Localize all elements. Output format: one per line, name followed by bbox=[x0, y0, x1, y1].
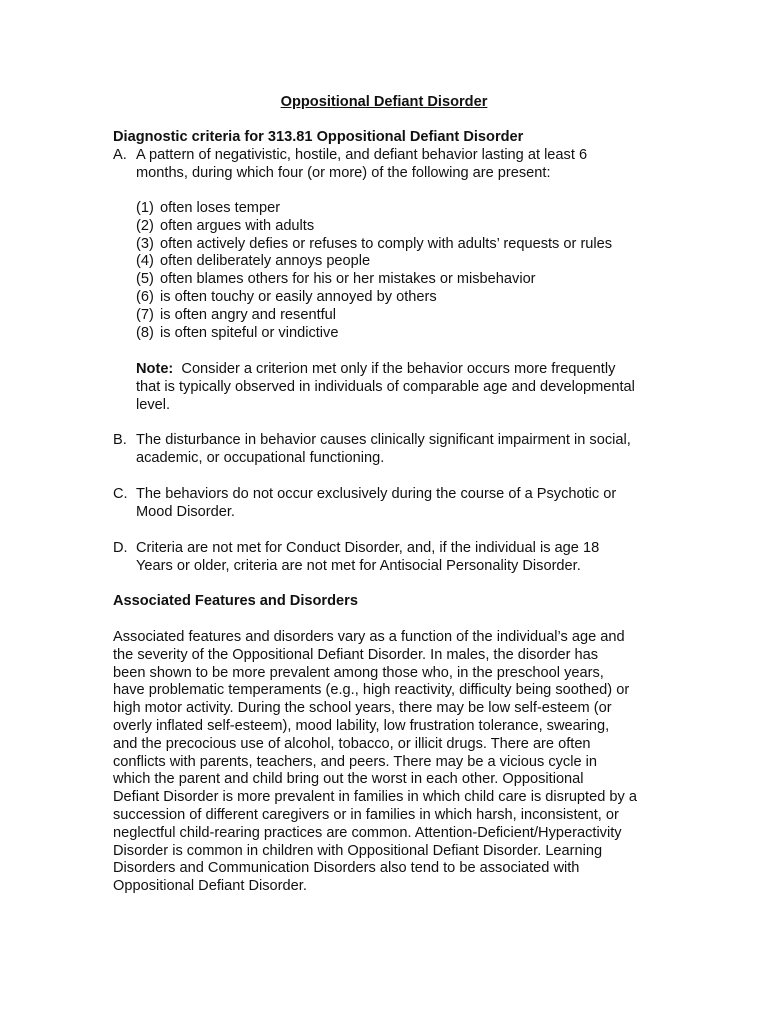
criterion-c-line: Mood Disorder. bbox=[136, 503, 235, 520]
criterion-a-line: A pattern of negativistic, hostile, and defiant behavior lasting at least 6 bbox=[136, 147, 588, 163]
paragraph-line: succession of different caregivers or in families in which harsh, inconsistent, or bbox=[113, 806, 619, 823]
list-item bbox=[136, 289, 676, 307]
list-item-number: (7) bbox=[136, 306, 154, 323]
paragraph-line: Disorder is common in children with Oppositional Defiant Disorder. Learning bbox=[113, 842, 603, 859]
criterion-b-line: academic, or occupational functioning. bbox=[136, 449, 385, 466]
criterion-a bbox=[113, 147, 673, 183]
list-item bbox=[136, 200, 676, 218]
paragraph-line: conflicts with parents, teachers, and peers. There may be a vicious cycle in bbox=[113, 753, 597, 770]
paragraph-line: Associated features and disorders vary as a function of the individual’s age and bbox=[113, 629, 625, 645]
associated-heading: Associated Features and Disorders bbox=[113, 593, 358, 609]
list-item bbox=[136, 253, 676, 271]
criterion-c-line: The behaviors do not occur exclusively during the course of a Psychotic or bbox=[136, 486, 617, 502]
list-item-number: (2) bbox=[136, 217, 154, 234]
list-item-number: (1) bbox=[136, 200, 154, 216]
paragraph-line: neglectful child-rearing practices are common. Attention-Deficient/Hyperactivity bbox=[113, 824, 622, 841]
list-item-number: (4) bbox=[136, 253, 154, 270]
list-item-text: often actively defies or refuses to comply with adults’ requests or rules bbox=[160, 235, 613, 252]
criterion-b bbox=[113, 432, 673, 468]
criteria-note bbox=[136, 361, 656, 414]
paragraph-line: and the precocious use of alcohol, tobacco, or illicit drugs. There are often bbox=[113, 735, 591, 752]
list-item bbox=[136, 307, 676, 325]
criterion-b-line: The disturbance in behavior causes clinically significant impairment in social, bbox=[136, 432, 631, 448]
list-item bbox=[136, 236, 676, 254]
list-item-text: is often angry and resentful bbox=[160, 306, 337, 323]
criterion-a-line: months, during which four (or more) of the following are present: bbox=[136, 164, 551, 181]
paragraph-line: Oppositional Defiant Disorder. bbox=[113, 878, 307, 895]
criterion-d-line: Criteria are not met for Conduct Disorder, and, if the individual is age 18 bbox=[136, 540, 600, 556]
list-item bbox=[136, 271, 676, 289]
associated-paragraph bbox=[113, 629, 658, 896]
list-item-text: often blames others for his or her mistakes or misbehavior bbox=[160, 271, 536, 288]
criterion-c-marker: C. bbox=[113, 486, 128, 502]
note-label: Note: bbox=[136, 361, 174, 377]
page-title: Oppositional Defiant Disorder bbox=[280, 94, 488, 110]
list-item-text: is often touchy or easily annoyed by others bbox=[160, 288, 437, 305]
criteria-heading: Diagnostic criteria for 313.81 Oppositional Defiant Disorder bbox=[113, 129, 524, 145]
criterion-c bbox=[113, 486, 673, 522]
list-item-number: (6) bbox=[136, 288, 154, 305]
list-item-number: (5) bbox=[136, 271, 154, 288]
paragraph-line: which the parent and child bring out the worst in each other. Oppositional bbox=[113, 771, 584, 788]
paragraph-line: high motor activity. During the school years, there may be low self-esteem (or bbox=[113, 700, 612, 717]
list-item bbox=[136, 218, 676, 236]
note-text: level. bbox=[136, 396, 171, 413]
paragraph-line: Disorders and Communication Disorders also tend to be associated with bbox=[113, 860, 580, 877]
paragraph-line: overly inflated self-esteem), mood lability, low frustration tolerance, swearing, bbox=[113, 717, 610, 734]
note-text: Consider a criterion met only if the behavior occurs more frequently bbox=[181, 361, 616, 377]
criterion-b-marker: B. bbox=[113, 432, 127, 448]
symptom-list bbox=[136, 200, 676, 342]
paragraph-line: been shown to be more prevalent among those who, in the preschool years, bbox=[113, 664, 604, 681]
paragraph-line: have problematic temperaments (e.g., high reactivity, difficulty being soothed) or bbox=[113, 682, 630, 699]
list-item-number: (3) bbox=[136, 235, 154, 252]
criterion-d-marker: D. bbox=[113, 540, 128, 556]
criterion-d bbox=[113, 540, 673, 576]
criterion-a-marker: A. bbox=[113, 147, 127, 163]
paragraph-line: Defiant Disorder is more prevalent in families in which child care is disrupted by a bbox=[113, 789, 637, 806]
list-item-text: often loses temper bbox=[160, 200, 281, 216]
note-text: that is typically observed in individuals of comparable age and developmental bbox=[136, 378, 635, 395]
list-item-text: often argues with adults bbox=[160, 217, 315, 234]
list-item-text: often deliberately annoys people bbox=[160, 253, 371, 270]
list-item-number: (8) bbox=[136, 324, 154, 341]
paragraph-line: the severity of the Oppositional Defiant Disorder. In males, the disorder has bbox=[113, 646, 599, 663]
criterion-d-line: Years or older, criteria are not met for Antisocial Personality Disorder. bbox=[136, 557, 581, 574]
list-item-text: is often spiteful or vindictive bbox=[160, 324, 339, 341]
list-item bbox=[136, 325, 676, 343]
